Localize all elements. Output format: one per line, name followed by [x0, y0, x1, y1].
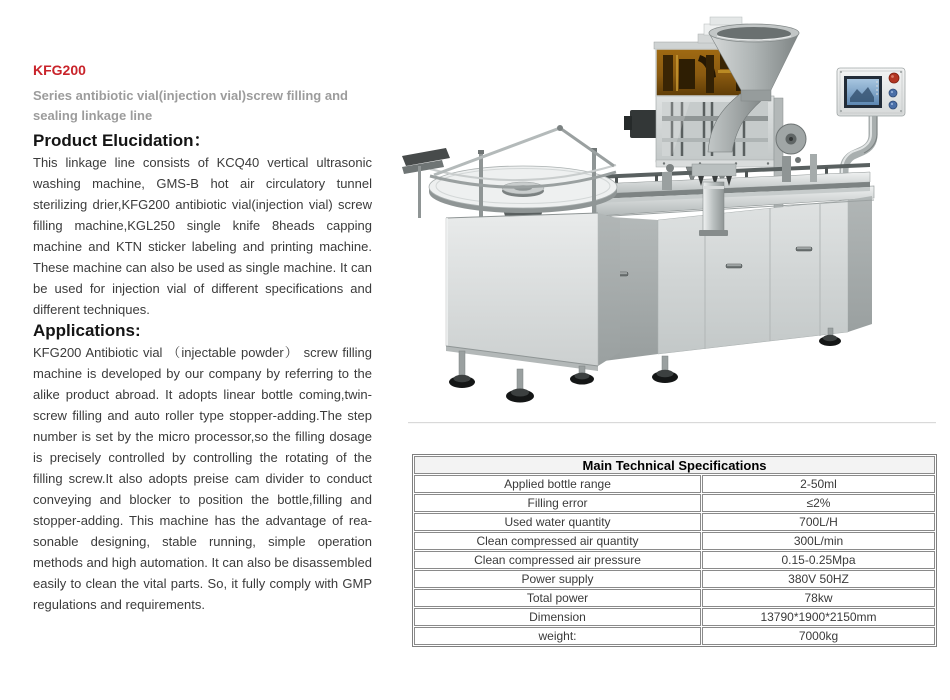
table-row: [414, 589, 935, 607]
infeed-cabinet: [446, 213, 620, 403]
spec-label: Dimension: [414, 608, 701, 626]
spec-label: Clean compressed air quantity: [414, 532, 701, 550]
table-row: [414, 551, 935, 569]
hmi-red-button: [889, 73, 899, 83]
table-row: [414, 627, 935, 645]
product-subtitle: Series antibiotic vial(injection vial)screw filling and sealing linkage line: [33, 88, 348, 123]
spec-value: 78kw: [702, 589, 935, 607]
left-column: [33, 63, 372, 615]
spec-label: Clean compressed air pressure: [414, 551, 701, 569]
door-handle: [726, 264, 742, 268]
spec-table-header-row: [414, 456, 935, 474]
machine-photo: [400, 10, 940, 425]
spec-label: Used water quantity: [414, 513, 701, 531]
spec-table: [412, 454, 937, 647]
spec-value: 7000kg: [702, 627, 935, 645]
spec-label: Applied bottle range: [414, 475, 701, 493]
spec-label: Filling error: [414, 494, 701, 512]
spec-value: 700L/H: [702, 513, 935, 531]
main-cabinet: [596, 186, 874, 383]
elucidation-text: This linkage line consists of KCQ40 vertical ultrasonic washing machine, GMS-B hot air circulatory tunnel sterilizing drier,KFG200 antibiotic vial(injection vial) screw filling machine,KGL250 single knife 8heads capping machine and KTN sticker labeling and printing machine. These machine can also be used as single machine. It can be used for injection vial of different specifications and different techniques.: [33, 155, 372, 317]
product-model: KFG200: [33, 62, 86, 78]
machine-foot: [506, 369, 534, 403]
spec-label: Power supply: [414, 570, 701, 588]
machine-foot: [449, 351, 475, 388]
spec-table-title: Main Technical Specifications: [414, 456, 935, 474]
spec-value: 13790*1900*2150mm: [702, 608, 935, 626]
table-row: [414, 513, 935, 531]
spec-label: Total power: [414, 589, 701, 607]
machine-foot: [652, 356, 678, 383]
pedestal-cylinder: [703, 182, 724, 232]
applications-heading: Applications:: [33, 321, 141, 340]
photo-bottom-border: [408, 422, 936, 423]
table-row: [414, 608, 935, 626]
applications-text: KFG200 Antibiotic vial （injectable powder） screw filling machine is developed by our company by referring to the alike product abroad. It adopts linear bottle coming,twin-screw filling and auto roller type stopper-adding.The step number is set by the micro processor,so the filling dosage is precisely controlled by controlling the rotating of the filling screw.It also adopts preise cam divider to conduct conveying and blocker to position the bottle,filling and stopper-adding. This machine has the advantage of rea- sonable designing, stable running, simple operation methods and high automation. It can also be disassembled easily to clean the vital parts. So, it fully comply with GMP regulations and requirements.: [33, 345, 372, 612]
spec-value: 2-50ml: [702, 475, 935, 493]
elucidation-heading: Product Elucidation：: [33, 131, 211, 150]
spec-value: 380V 50HZ: [702, 570, 935, 588]
rotary-turntable: [402, 125, 617, 228]
table-row: [414, 494, 935, 512]
table-row: [414, 475, 935, 493]
door-handle: [796, 247, 812, 251]
table-row: [414, 532, 935, 550]
table-row: [414, 570, 935, 588]
spec-label: weight:: [414, 627, 701, 645]
spec-value: ≤2%: [702, 494, 935, 512]
spec-value: 300L/min: [702, 532, 935, 550]
hmi-blue-button: [889, 101, 897, 109]
hmi-blue-button: [889, 89, 897, 97]
spec-value: 0.15-0.25Mpa: [702, 551, 935, 569]
